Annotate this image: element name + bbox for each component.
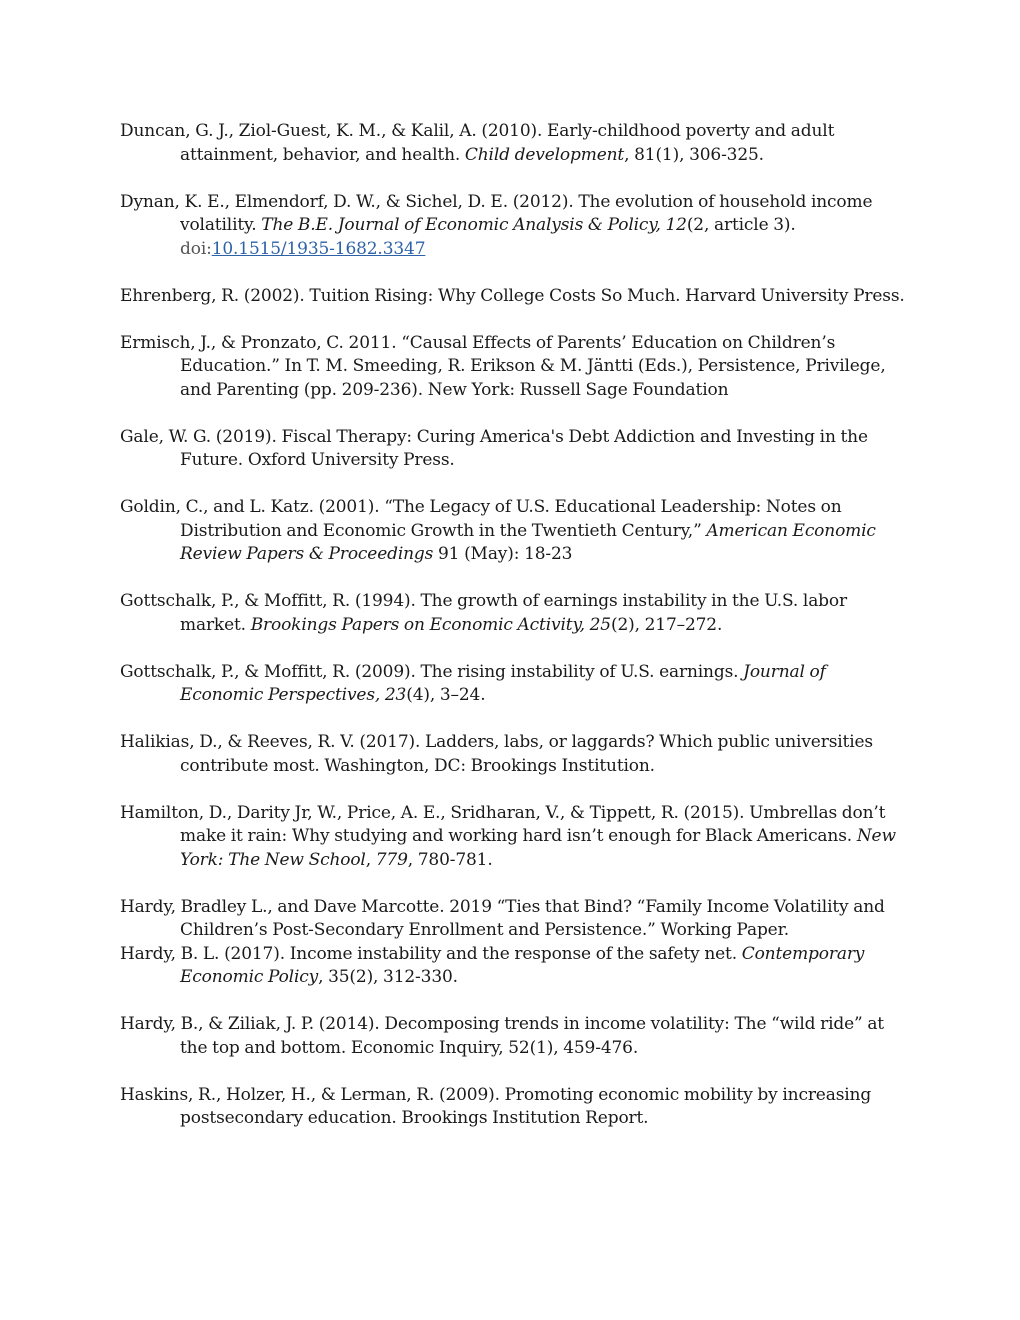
reference-entry bbox=[120, 285, 910, 309]
reference-text: , 81(1), 306-325. bbox=[624, 144, 764, 165]
reference-text: (4), 3–24. bbox=[406, 685, 486, 705]
reference-journal: Journal of Economic Perspectives, 23 bbox=[180, 661, 826, 705]
reference-text: Hardy, B., & Ziliak, J. P. (2014). Decomposing trends in income volatility: The “wild ride” at the top and bottom. Economic Inquiry, 52(1), 459-476. bbox=[120, 1014, 884, 1058]
reference-text: Duncan, G. J., Ziol-Guest, K. M., & Kalil, A. (2010). Early-childhood poverty and adult attainment, behavior, and health. bbox=[120, 121, 835, 165]
reference-entry bbox=[120, 120, 910, 167]
reference-journal: The B.E. Journal of Economic Analysis & Policy, 12 bbox=[261, 215, 687, 235]
reference-entry bbox=[120, 191, 910, 262]
reference-text: Goldin, C., and L. Katz. (2001). “The Legacy of U.S. Educational Leadership: Notes on Distribution and Economic Growth in the Twentieth Century,” bbox=[120, 497, 842, 541]
reference-entry bbox=[120, 496, 910, 567]
reference-text: Dynan, K. E., Elmendorf, D. W., & Sichel, D. E. (2012). The evolution of household income volatility. bbox=[120, 191, 873, 235]
doi-prefix: doi: bbox=[180, 238, 212, 259]
reference-text: Hamilton, D., Darity Jr, W., Price, A. E., Sridharan, V., & Tippett, R. (2015). Umbrellas don’t make it rain: Why studying and working hard isn’t enough for Black Americans. bbox=[120, 802, 886, 846]
reference-entry bbox=[120, 426, 910, 473]
reference-journal: Brookings Papers on Economic Activity, 25 bbox=[250, 614, 611, 635]
reference-entry bbox=[120, 943, 910, 990]
reference-list bbox=[120, 120, 910, 1154]
doi-link[interactable]: 10.1515/1935-1682.3347 bbox=[211, 238, 426, 259]
reference-entry bbox=[120, 1084, 910, 1131]
reference-text: Haskins, R., Holzer, H., & Lerman, R. (2009). Promoting economic mobility by increasing postsecondary education. Brookings Institution Report. bbox=[120, 1084, 872, 1128]
reference-text: Ehrenberg, R. (2002). Tuition Rising: Why College Costs So Much. Harvard University Press. bbox=[120, 285, 905, 306]
reference-text: (2), 217–272. bbox=[610, 614, 723, 635]
reference-text: 91 (May): 18-23 bbox=[433, 544, 573, 564]
reference-text: Gottschalk, P., & Moffitt, R. (1994). The growth of earnings instability in the U.S. labor market. bbox=[120, 591, 847, 635]
reference-entry bbox=[120, 802, 910, 873]
reference-entry bbox=[120, 661, 910, 708]
reference-text: , 780-781. bbox=[407, 849, 493, 870]
reference-text: Gottschalk, P., & Moffitt, R. (2009). The rising instability of U.S. earnings. bbox=[120, 661, 744, 682]
reference-journal: Contemporary Economic Policy bbox=[180, 943, 865, 987]
reference-text: Ermisch, J., & Pronzato, C. 2011. “Causal Effects of Parents’ Education on Children’s Education.” In T. M. Smeeding, R. Erikson & M. Jäntti (Eds.), Persistence, Privilege, and Parenting (pp. 209-236). New York: Russell Sage Foundation bbox=[120, 332, 886, 400]
reference-text: Halikias, D., & Reeves, R. V. (2017). Ladders, labs, or laggards? Which public universities contribute most. Washington, DC: Brookings Institution. bbox=[120, 732, 874, 776]
reference-journal: Child development bbox=[464, 144, 625, 165]
reference-volume: 779 bbox=[375, 849, 408, 870]
reference-text: Hardy, Bradley L., and Dave Marcotte. 2019 “Ties that Bind? “Family Income Volatility and Children’s Post-Secondary Enrollment and Persistence.” Working Paper. bbox=[120, 896, 885, 940]
reference-text: (2, article 3). bbox=[686, 215, 796, 235]
reference-entry bbox=[120, 731, 910, 778]
reference-entry bbox=[120, 1013, 910, 1060]
reference-entry bbox=[120, 590, 910, 637]
reference-entry bbox=[120, 332, 910, 403]
reference-text: , bbox=[365, 849, 376, 870]
reference-text: Gale, W. G. (2019). Fiscal Therapy: Curing America's Debt Addiction and Investing in the Future. Oxford University Press. bbox=[120, 426, 868, 470]
reference-journal: American Economic Review Papers & Proceedings bbox=[180, 520, 876, 564]
reference-text: Hardy, B. L. (2017). Income instability and the response of the safety net. bbox=[120, 943, 742, 964]
reference-journal: New York: The New School bbox=[180, 826, 896, 870]
reference-text: , 35(2), 312-330. bbox=[318, 967, 458, 987]
reference-entry bbox=[120, 896, 910, 943]
